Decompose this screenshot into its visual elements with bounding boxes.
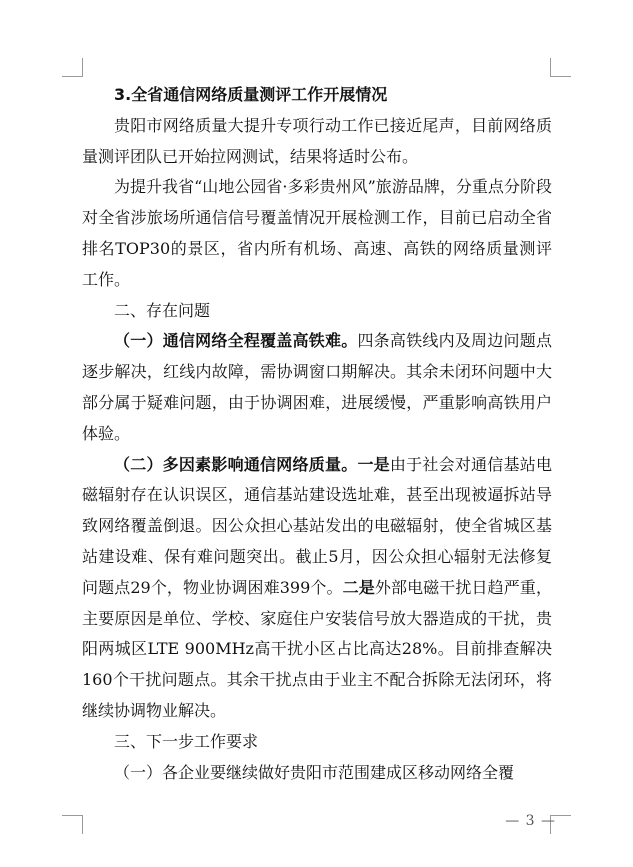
paragraph-tourism-test: 为提升我省“山地公园省·多彩贵州风”旅游品牌，分重点分阶段对全省涉旅场所通信信号覆盖情况开展检测工作，目前已启动全省排名TOP30的景区，省内所有机场、高速、高铁的网络质量测评工作。 — [82, 177, 552, 289]
section-3-heading: 3.全省通信网络质量测评工作开展情况 — [114, 85, 388, 104]
paragraph-issue-1 — [82, 326, 552, 449]
issue-2-second-label: 二是 — [342, 577, 375, 597]
paragraph-issue-2 — [82, 450, 552, 727]
crop-mark-top-left — [62, 58, 83, 77]
issue-2-first-label: 一是 — [357, 454, 390, 474]
paragraph-network-test: 贵阳市网络质量大提升专项行动工作已接近尾声，目前网络质量测评团队已开始拉网测试，结果将适时公布。 — [82, 115, 552, 166]
document-body — [82, 80, 552, 788]
issue-1-title: （一）通信网络全程覆盖高铁难。 — [114, 331, 358, 351]
section-problems-heading: 二、存在问题 — [114, 300, 211, 320]
issue-1-body: 四条高铁线内及周边问题点逐步解决，红线内故障，需协调窗口期解决。其余未闭环问题中大部分属于疑难问题，由于协调困难，进展缓慢，严重影响高铁用户体验。 — [82, 331, 552, 443]
crop-mark-bottom-left — [62, 815, 83, 834]
issue-2-second-body: 外部电磁干扰日趋严重，主要原因是单位、学校、家庭住户安装信号放大器造成的干扰，贵阳两城区LTE 900MHz高干扰小区占比高达28%。目前排查解决160个干扰问题点。其余干扰点由于业主不配合拆除无法闭环，将继续协调物业解决。 — [82, 577, 552, 720]
page-number: — 3 — — [505, 813, 556, 829]
section-next-steps-heading: 三、下一步工作要求 — [114, 731, 259, 751]
paragraph-requirement-1: （一）各企业要继续做好贵阳市范围建成区移动网络全覆 — [114, 762, 515, 782]
issue-2-first-body: 由于社会对通信基站电磁辐射存在认识误区，通信基站建设选址难，甚至出现被逼拆站导致网络覆盖倒退。因公众担心基站发出的电磁辐射，使全省城区基站建设难、保有难问题突出。截止5月，因公众担心辐射无法修复问题点29个，物业协调困难399个。 — [82, 454, 552, 597]
crop-mark-top-right — [550, 58, 571, 77]
issue-2-title: （二）多因素影响通信网络质量。 — [114, 454, 358, 474]
